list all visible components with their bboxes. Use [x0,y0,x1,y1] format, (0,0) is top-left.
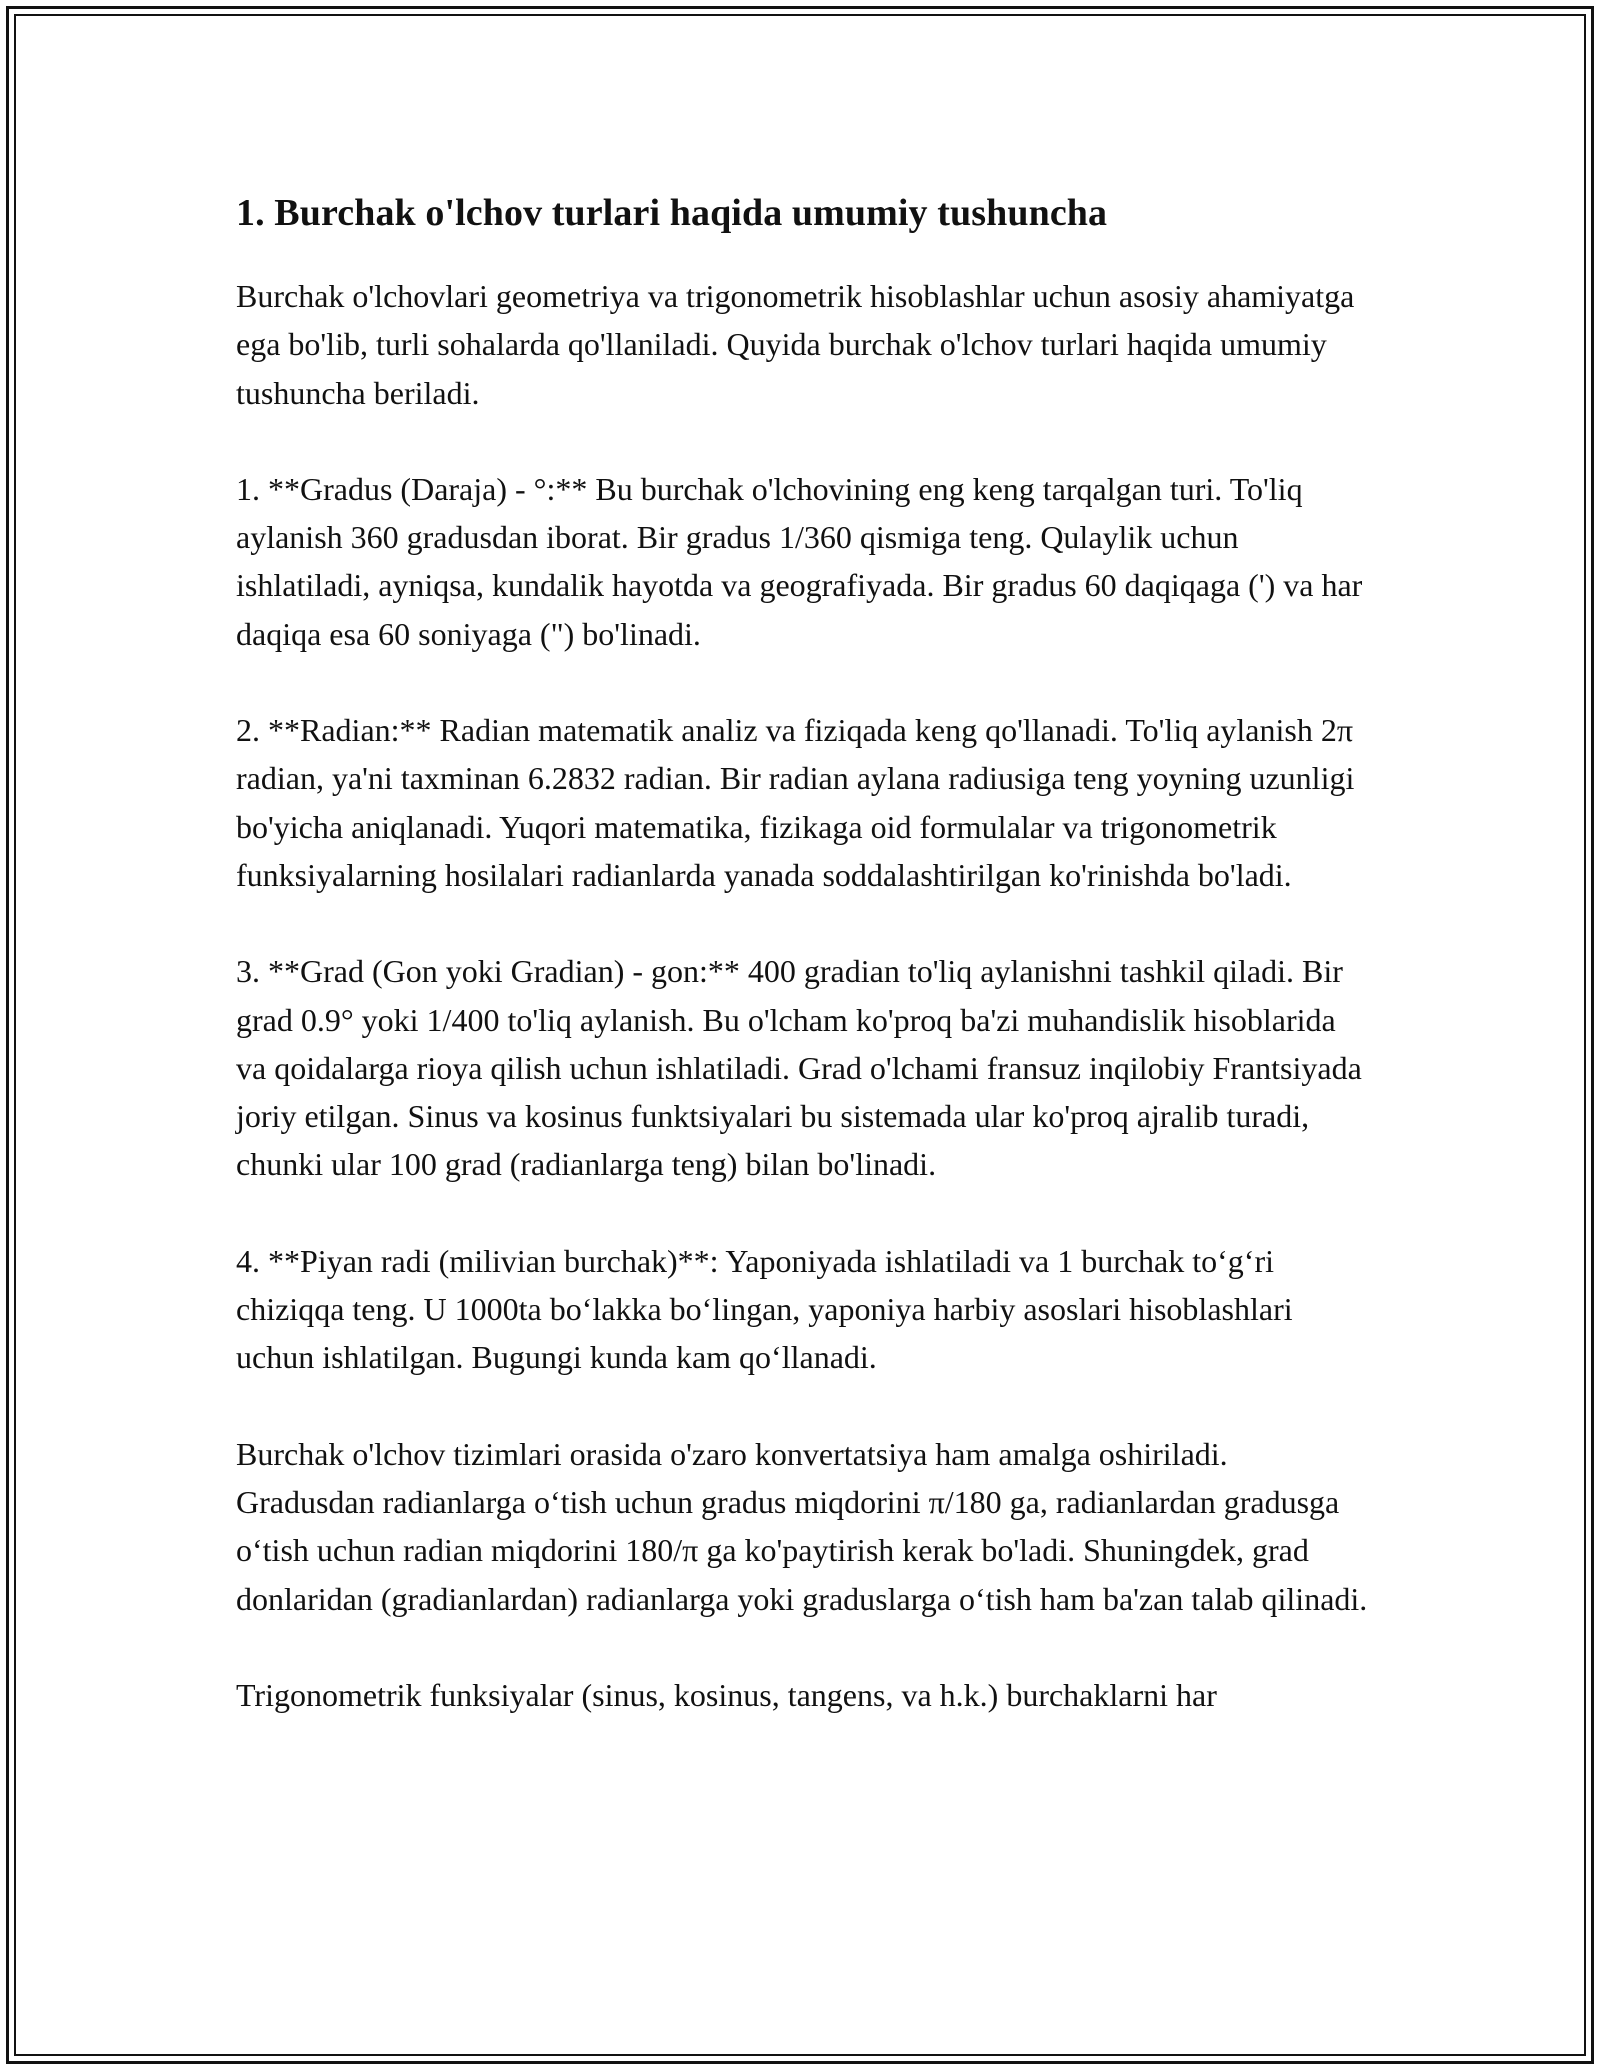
intro-paragraph: Burchak o'lchovlari geometriya va trigonometrik hisoblashlar uchun asosiy ahamiyatga ega bo'lib, turli sohalarda qo'llaniladi. Quyida burchak o'lchov turlari haqida umumiy tushuncha beriladi. [236,278,1355,411]
trigonometric-paragraph: Trigonometrik funksiyalar (sinus, kosinus, tangens, va h.k.) burchaklarni har [236,1676,1217,1713]
section-heading: 1. Burchak o'lchov turlari haqida umumiy tushuncha [236,192,1108,234]
grad-paragraph: 3. **Grad (Gon yoki Gradian) - gon:** 400 gradian to'liq aylanishni tashkil qiladi. Bir grad 0.9° yoki 1/400 to'liq aylanish. Bu o'lcham ko'proq ba'zi muhandislik hisoblarida va qoidalarga rioya qilish uchun ishlatiladi. Grad o'lchami fransuz inqilobiy Frantsiyada joriy etilgan. Sinus va kosinus funktsiyalari bu sistemada ular ko'proq ajralib turadi, chunki ular 100 grad (radianlarga teng) bilan bo'linadi. [236,953,1362,1183]
radian-paragraph: 2. **Radian:** Radian matematik analiz va fiziqada keng qo'llanadi. To'liq aylanish 2π radian, ya'ni taxminan 6.2832 radian. Bir radian aylana radiusiga teng yoyning uzunligi bo'yicha aniqlanadi. Yuqori matematika, fizikaga oid formulalar va trigonometrik funksiyalarning hosilalari radianlarda yanada soddalashtirilgan ko'rinishda bo'ladi. [236,712,1355,893]
document-body [236,188,1372,1767]
piyan-radi-paragraph: 4. **Piyan radi (milivian burchak)**: Yaponiyada ishlatiladi va 1 burchak to‘g‘ri chiziqqa teng. U 1000ta bo‘lakka bo‘lingan, yaponiya harbiy asoslari hisoblashlari uchun ishlatilgan. Bugungi kunda kam qo‘llanadi. [236,1242,1293,1376]
conversion-paragraph: Burchak o'lchov tizimlari orasida o'zaro konvertatsiya ham amalga oshiriladi. Gradusdan radianlarga o‘tish uchun gradus miqdorini π/180 ga, radianlardan gradusga o‘tish uchun radian miqdorini 180/π ga ko'paytirish kerak bo'ladi. Shuningdek, grad donlaridan (gradianlardan) radianlarga yoki graduslarga o‘tish ham ba'zan talab qilinadi. [236,1435,1368,1617]
gradus-paragraph: 1. **Gradus (Daraja) - °:** Bu burchak o'lchovining eng keng tarqalgan turi. To'liq aylanish 360 gradusdan iborat. Bir gradus 1/360 qismiga teng. Qulaylik uchun ishlatiladi, ayniqsa, kundalik hayotda va geografiyada. Bir gradus 60 daqiqaga (') va har daqiqa esa 60 soniyaga (") bo'linadi. [236,470,1363,652]
